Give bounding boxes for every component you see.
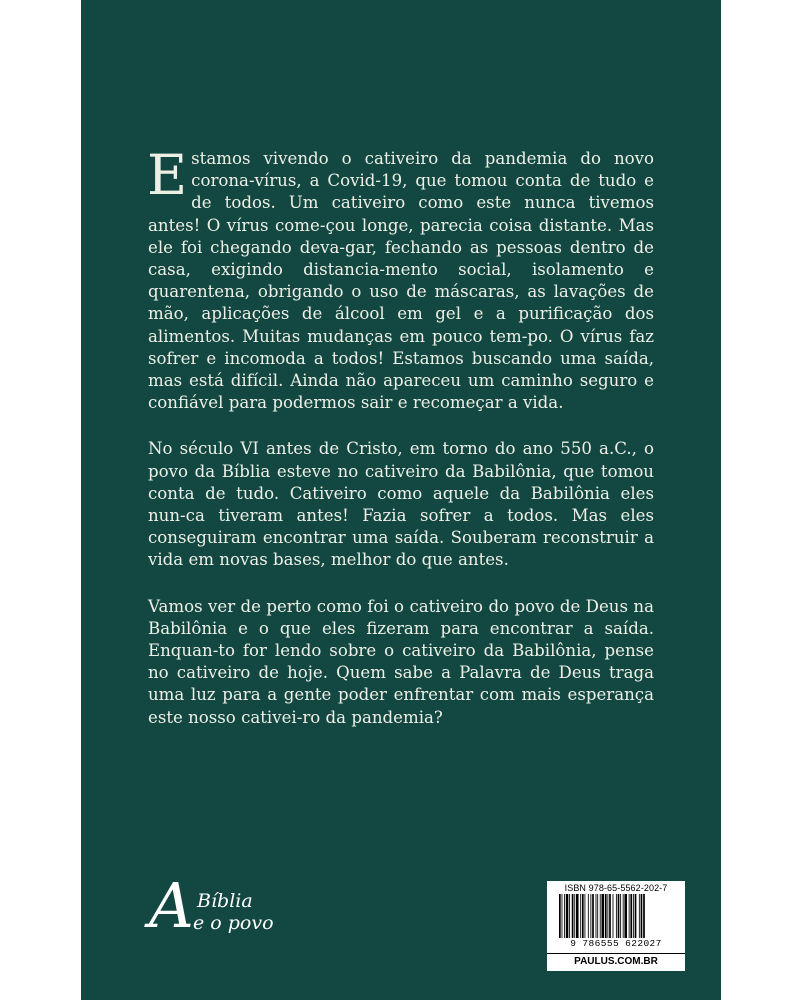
barcode-bar (588, 894, 589, 938)
barcode-bar (592, 894, 594, 938)
barcode-bar (576, 894, 579, 938)
barcode-bar (620, 894, 621, 938)
barcode-bar (590, 894, 591, 938)
barcode-bar (582, 894, 584, 938)
barcode-bar (607, 894, 608, 938)
barcode-bar (618, 894, 620, 938)
barcode-bar (596, 894, 597, 938)
paragraph-2: No século VI antes de Cristo, em torno do ano 550 a.C., o povo da Bíblia esteve no cativeiro da Babilônia, que tomou conta de tudo. Cativeiro como aquele da Babilônia eles nun-ca tiveram antes! Fazia sofrer a todos. Mas eles conseguiram encontrar uma saída. Souberam reconstruir a vida em novas bases, melhor do que antes. (148, 439, 654, 570)
barcode-bar (605, 894, 607, 938)
barcode-bar (616, 894, 617, 938)
logo-line-1: Bíblia (197, 890, 253, 912)
barcode-bar (613, 894, 614, 938)
paragraph-1: Estamos vivendo o cativeiro da pandemia do novo corona-vírus, a Covid-19, que tomou conta de tudo e de todos. Um cativeiro como este nunca tivemos antes! O vírus come-çou longe, parecia coisa distante. Mas ele foi chegando deva-gar, fechando as pessoas dentro de casa, exigindo distancia-mento social, isolamento e quarentena, obrigando o uso de máscaras, as lavações de mão, aplicações de álcool em gel e a purificação dos alimentos. Muitas mudanças em pouco tem-po. O vírus faz sofrer e incomoda a todos! Estamos buscando uma saída, mas está difícil. Ainda não apareceu um caminho seguro e confiável para podermos sair e recomeçar a vida. (147, 143, 654, 413)
barcode-bar (559, 894, 561, 938)
logo-initial: A (149, 869, 194, 942)
barcode-bar (641, 894, 643, 938)
barcode-bar (630, 894, 632, 938)
barcode-bar (623, 894, 624, 938)
barcode-bar (574, 894, 575, 938)
barcode-bar (639, 894, 640, 938)
paragraph-3: Vamos ver de perto como foi o cativeiro do povo de Deus na Babilônia e o que eles fizeram para encontrar a saída. Enquan-to for lendo sobre o cativeiro da Babilônia, pense no cativeiro de hoje. Quem sabe a Palavra de Deus traga uma luz para a gente poder enfrentar com mais esperança este nosso cativei-ro da pandemia? (148, 596, 654, 727)
barcode-bar (600, 894, 601, 938)
barcode-bar (562, 894, 563, 938)
barcode-bars (559, 894, 673, 938)
barcode-bar (629, 894, 630, 938)
series-logo (147, 869, 307, 951)
barcode-bar (566, 894, 569, 938)
barcode-label (547, 881, 685, 971)
barcode-bar (635, 894, 637, 938)
barcode-bar (643, 894, 645, 938)
logo-line-2: e o povo (193, 912, 274, 934)
publisher-website: PAULUS.COM.BR (547, 953, 685, 971)
barcode-bar (585, 894, 586, 938)
barcode-bar (602, 894, 605, 938)
barcode-bar (569, 894, 570, 938)
barcode-bar (624, 894, 627, 938)
back-cover (81, 0, 721, 1000)
back-cover-text (147, 143, 654, 753)
barcode-bar (597, 894, 598, 938)
barcode-bar (564, 894, 565, 938)
barcode-bar (609, 894, 611, 938)
barcode-digits: 9 786555 622027 (570, 938, 662, 949)
barcode-bar (633, 894, 634, 938)
isbn-text: ISBN 978-65-5562-202-7 (564, 883, 668, 893)
barcode-bar (580, 894, 581, 938)
barcode-bar (572, 894, 574, 938)
